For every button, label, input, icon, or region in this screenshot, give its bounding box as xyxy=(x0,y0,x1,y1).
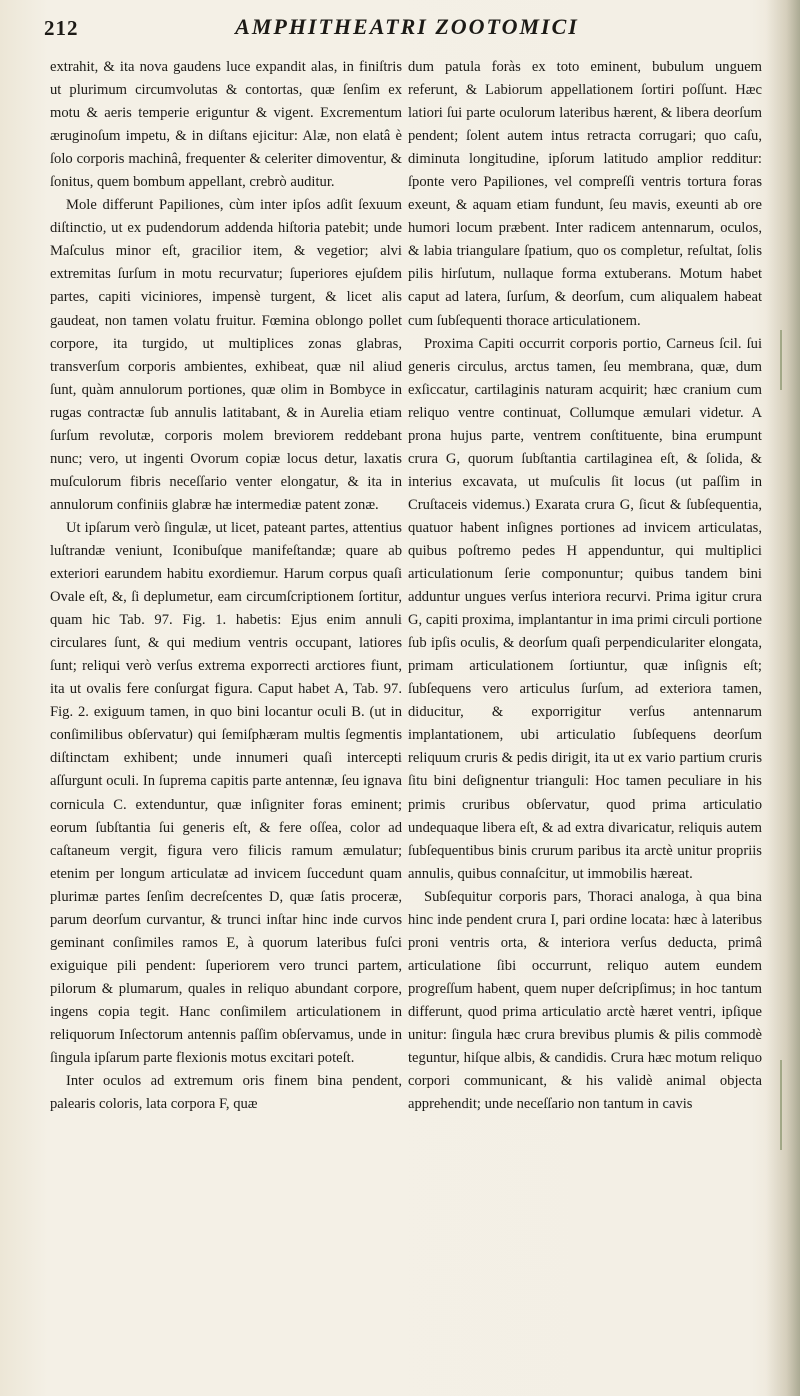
paragraph: extrahit, & ita nova gaudens luce expandit alas, in finiſtris ut plurimum circumvolutas & contortas, quæ ſenſim ex motu & aeris temperie eriguntur & vigent. Excrementum æruginoſum impetu, & in diſtans ejicitur: Alæ, non elatâ è ſolo corporis machinâ, frequenter & celeriter dimoventur, & ſonitus, quem bombum appellant, crebrò auditur. xyxy=(50,59,402,191)
right-column xyxy=(408,56,762,1116)
left-column xyxy=(50,56,402,1116)
page-number: 212 xyxy=(44,16,79,40)
edge-marking xyxy=(780,1060,796,1150)
running-title: AMPHITHEATRI ZOOTOMICI xyxy=(235,14,579,39)
paragraph: Inter oculos ad extremum oris finem bina pendent, palearis coloris, lata corpora F, quæ xyxy=(50,1073,402,1113)
paragraph: Subſequitur corporis pars, Thoraci analoga, à qua bina hinc inde pendent crura I, pari ordine locata: hæc à lateribus proni ventris orta, & interiora verſus deducta, primâ articulatione ſibi occurrunt, reliquo autem eundem progreſſum habent, quem nuper deſcripſimus; in hoc tantum differunt, quod prima articulatio arctè hæret ventri, ipſique unitur: ſingula hæc crura brevibus plumis & pilis commodè teguntur, hiſque albis, & candidis. Crura hæc motum reliquo corpori communicant, & his validè animal objecta apprehendit; unde neceſſario non tantum in cavis xyxy=(408,888,762,1113)
page-header xyxy=(44,10,770,44)
paragraph: Ut ipſarum verò ſingulæ, ut licet, pateant partes, attentius luſtrandæ veniunt, Iconibuſque manifeſtandæ; quare ab exteriori earundem habitu exordiemur. Harum corpus quaſi Ovale eſt, &, ſi deplumetur, eam circumſcriptionem ſortitur, quam hic Tab. 97. Fig. 1. habetis: Ejus enim annuli circulares ſunt, & qui medium ventris occupant, latiores ſunt; reliqui verò verſus extrema exporrecti arctiores fiunt, ita ut ovalis fere conſurgat figura. Caput habet A, Tab. 97. Fig. 2. exiguum tamen, in quo bini locantur oculi B. (ut in conſimilibus obſervatur) qui ſemiſphæram multis ſegmentis diſtinctam exhibent; unde innumeri quaſi intercepti aſſurgunt oculi. In ſuprema capitis parte antennæ, ſeu ignava cornicula C. extenduntur, quæ inſigniter foras eminent; eorum ſubſtantia ſui generis eſt, & fere oſſea, color ad caſtaneum vergit, figura vero filicis ramum æmulatur; etenim per longum articulatæ ad invicem ſuccedunt quam plurimæ partes ſenſim decreſcentes D, quæ ſatis proceræ, parum deorſum curvantur, & trunci inſtar hinc inde curvos geminant conſimiles ramos E, à quorum lateribus fuſci exiguique pili pendent: ſuperiorem vero trunci partem, pilorum & plumarum, quales in reliquo abundant corpore, ingens copia tegit. Hanc conſimilem articulationem in reliquorum Inſectorum antennis paſſim obſervamus, unde in ſingula ipſarum parte flexionis motus excitari poteſt. xyxy=(50,519,402,1067)
edge-marking xyxy=(780,330,796,390)
paragraph: Mole differunt Papiliones, cùm inter ipſos adſit ſexuum diſtinctio, ut ex pudendorum addenda hiſtoria patebit; unde Maſculus minor eſt, gracilior item, & vegetior; alvi extremitas ſurſum in motu recurvatur; ſuperiores ejuſdem partes, capiti viciniores, impensè turgent, & licet alis gaudeat, non tamen volatu fruitur. Fœmina oblongo pollet corpore, ita turgido, ut multiplices zonas glabras, transverſum corporis ambientes, exhibeat, quæ nil aliud ſunt, quàm annulorum portiones, quæ olim in Bombyce in rugas contractæ ſub annulis latitabant, & in Aurelia etiam ſurſum revolutæ, corporis molem breviorem reddebant nunc; vero, ut ingenti Ovorum copiæ locus detur, laxatis muſculorum fibris neceſſario venter elongatur, & ita in annulorum confiniis glabræ hæ intermediæ patent zonæ. xyxy=(50,197,402,513)
page-edge-shadow xyxy=(766,0,800,1396)
paragraph: dum patula foràs ex toto eminent, bubulum unguem referunt, & Labiorum appellationem ſortiri poſſunt. Hæc latiori ſui parte oculorum lateribus hærent, & libera deorſum pendent; ſolent autem intus retracta corrugari; quo caſu, diminuta longitudine, ipſorum latitudo amplior redditur: ſponte vero Papiliones, vel compreſſi ventris tortura foras exeunt, & aquam etiam fundunt, ſeu mavis, exeunti ab ore humori locum præbent. Inter radicem antennarum, oculos, & labia triangulare ſpatium, quo os completur, reſultat, ſolis pilis hirſutum, nullaque forma extuberans. Motum habet caput ad latera, ſurſum, & deorſum, cum aliqualem habeat cum ſubſequenti thorace articulationem. xyxy=(408,59,762,329)
paragraph: Proxima Capiti occurrit corporis portio, Carneus ſcil. ſui generis circulus, arctus tamen, ſeu membrana, quæ, dum exſiccatur, cartilaginis naturam acquirit; hæc cranium cum reliquo ventre continuat, Collumque æmulari videtur. A prona hujus parte, ventrem conſtituente, bina erumpunt crura G, quorum ſubſtantia cartilaginea eſt, & ſolida, & interius excavata, ut muſculis ſit locus (ut paſſim in Cruſtaceis videmus.) Exarata crura G, ſicut & ſubſequentia, quatuor habent inſignes portiones ad invicem articulatas, quibus poſtremo pedes H appenduntur, qui multiplici articulationum ſerie componuntur; quibus tandem bini adduntur ungues verſus interiora recurvi. Prima igitur crura G, capiti proxima, implantantur in ima primi circuli portione ſub ipſis oculis, & deorſum quaſi perpendiculariter elongata, primam articulationem ſortiuntur, quæ inſignis eſt; ſubſequens vero articulus ſurſum, ad exteriora tamen, diducitur, & exporrigitur verſus antennarum implantationem, ubi articulatio ſubſequens deorſum reliquum cruris & pedis dirigit, ita ut ex vario partium cruris ſitu bini deſignentur trianguli: Hoc tamen peculiare in his primis cruribus obſervatur, quod prima articulatio undequaque libera eſt, & ad extra divaricatur, reliquis autem ſubſequentibus binis crurum paribus ita arctè unitur propriis annulis, quibus connaſcitur, ut immobilis hæreat. xyxy=(408,335,762,882)
